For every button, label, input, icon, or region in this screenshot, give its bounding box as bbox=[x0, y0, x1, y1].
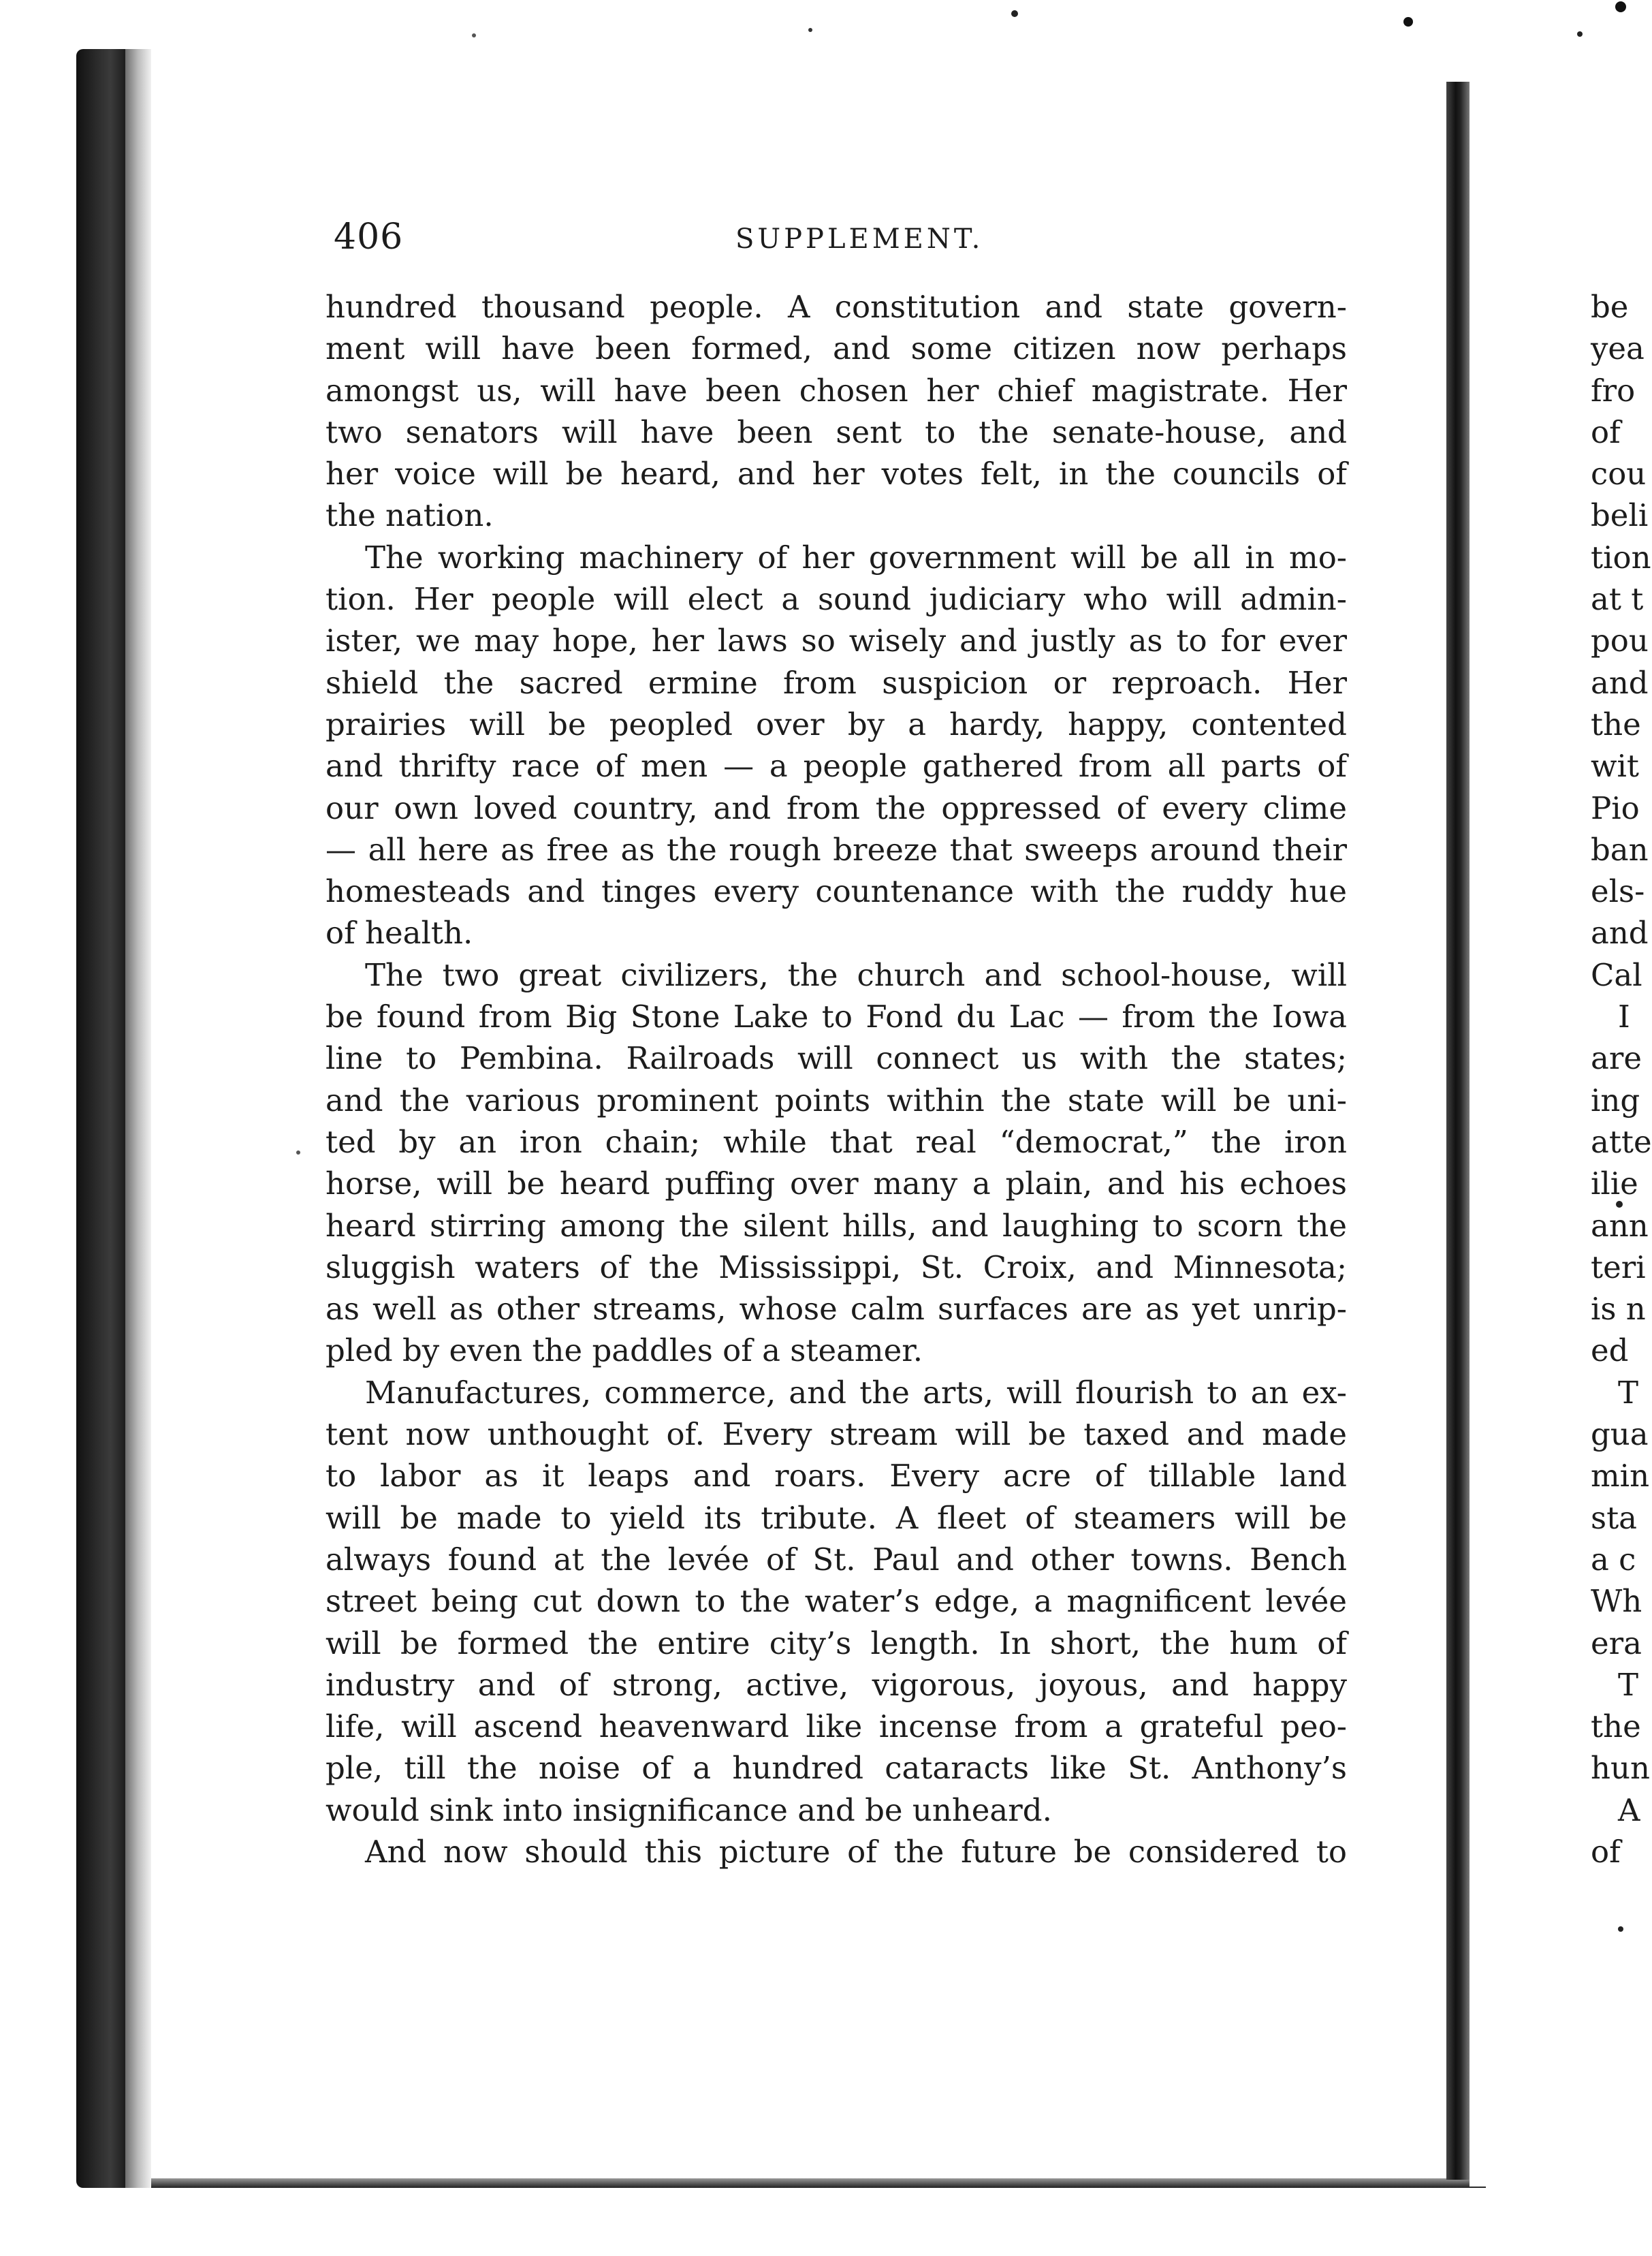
text-line: be found from Big Stone Lake to Fond du Lac — from the Iowa bbox=[325, 999, 1347, 1035]
facing-page-line: ban bbox=[1591, 831, 1649, 868]
text-line: hundred thousand people. A constitution and state govern- bbox=[325, 289, 1347, 325]
text-line: tent now unthought of. Every stream will be taxed and made bbox=[325, 1416, 1347, 1453]
text-line: sluggish waters of the Mississippi, St. Croix, and Minnesota; bbox=[325, 1249, 1347, 1285]
text-line: and thrifty race of men — a people gathered from all parts of bbox=[325, 748, 1347, 785]
text-line: pled by even the paddles of a steamer. bbox=[325, 1332, 923, 1369]
facing-page-line: A bbox=[1618, 1791, 1640, 1828]
facing-page-line: ed bbox=[1591, 1332, 1629, 1369]
facing-page-line: T bbox=[1618, 1374, 1639, 1411]
text-line: The working machinery of her government will be all in mo- bbox=[365, 539, 1347, 576]
facing-page-line: sta bbox=[1591, 1499, 1638, 1536]
text-line: ment will have been formed, and some citizen now perhaps bbox=[325, 330, 1347, 367]
text-line: shield the sacred ermine from suspicion or reproach. Her bbox=[325, 664, 1347, 701]
text-line: And now should this picture of the future be considered to bbox=[365, 1833, 1347, 1870]
facing-page-line: yea bbox=[1591, 330, 1645, 367]
text-line: of health. bbox=[325, 915, 473, 952]
text-line: line to Pembina. Railroads will connect us with the states; bbox=[325, 1040, 1347, 1077]
text-line: ple, till the noise of a hundred cataracts like St. Anthony’s bbox=[325, 1750, 1347, 1787]
facing-page-line: be bbox=[1591, 289, 1629, 325]
facing-page-line: ann bbox=[1591, 1207, 1649, 1244]
facing-page-line: cou bbox=[1591, 456, 1647, 492]
facing-page-line: of bbox=[1591, 1833, 1621, 1870]
facing-page-line: els- bbox=[1591, 873, 1645, 910]
facing-page-line: pou bbox=[1591, 623, 1649, 659]
text-line: our own loved country, and from the oppressed of every clime bbox=[325, 789, 1347, 826]
facing-page-line: hun bbox=[1591, 1750, 1650, 1787]
text-line: life, will ascend heavenward like incense from a grateful peo- bbox=[325, 1708, 1347, 1745]
facing-page-line: Pio bbox=[1591, 789, 1640, 826]
text-line: industry and of strong, active, vigorous, joyous, and happy bbox=[325, 1666, 1347, 1703]
facing-page-line: I bbox=[1618, 999, 1630, 1035]
facing-page-line: at t bbox=[1591, 581, 1644, 618]
facing-page-line: the bbox=[1591, 706, 1641, 742]
text-line: heard stirring among the silent hills, and laughing to scorn the bbox=[325, 1207, 1347, 1244]
facing-page-line: and bbox=[1591, 664, 1649, 701]
facing-page-line: wit bbox=[1591, 748, 1639, 785]
facing-page-line: ilie bbox=[1591, 1165, 1638, 1202]
facing-page-line: the bbox=[1591, 1708, 1641, 1745]
facing-page-line: ing bbox=[1591, 1082, 1640, 1118]
text-line: the nation. bbox=[325, 497, 494, 534]
facing-page-line: of bbox=[1591, 413, 1621, 450]
facing-page-line: teri bbox=[1591, 1249, 1646, 1285]
facing-page-line: beli bbox=[1591, 497, 1649, 534]
text-line: as well as other streams, whose calm surfaces are as yet unrip- bbox=[325, 1291, 1347, 1328]
facing-page-line: are bbox=[1591, 1040, 1642, 1077]
text-line: always found at the levée of St. Paul and other towns. Bench bbox=[325, 1541, 1347, 1578]
text-line: prairies will be peopled over by a hardy, happy, contented bbox=[325, 706, 1347, 742]
running-head bbox=[334, 217, 1348, 271]
facing-page-line: atte bbox=[1591, 1123, 1652, 1160]
body-text bbox=[325, 286, 1347, 1873]
text-line: ted by an iron chain; while that real “democrat,” the iron bbox=[325, 1123, 1347, 1160]
text-line: The two great civilizers, the church and school-house, will bbox=[365, 956, 1347, 993]
text-line: ister, we may hope, her laws so wisely and justly as to for ever bbox=[325, 623, 1347, 659]
facing-page-line: and bbox=[1591, 915, 1649, 952]
facing-page-line: Wh bbox=[1591, 1583, 1642, 1620]
text-line: — all here as free as the rough breeze that sweeps around their bbox=[325, 831, 1347, 868]
text-line: will be made to yield its tribute. A fleet of steamers will be bbox=[325, 1499, 1347, 1536]
running-title: SUPPLEMENT. bbox=[735, 223, 984, 255]
text-line: horse, will be heard puffing over many a plain, and his echoes bbox=[325, 1165, 1347, 1202]
facing-page-line: min bbox=[1591, 1458, 1650, 1494]
facing-page-line: tion bbox=[1591, 539, 1651, 576]
text-line: would sink into insignificance and be unheard. bbox=[325, 1791, 1052, 1828]
facing-page-line: Cal bbox=[1591, 956, 1642, 993]
text-line: will be formed the entire city’s length. In short, the hum of bbox=[325, 1625, 1347, 1661]
page-number: 406 bbox=[334, 217, 404, 257]
text-line: to labor as it leaps and roars. Every acre of tillable land bbox=[325, 1458, 1347, 1494]
facing-page-text bbox=[1591, 286, 1652, 1873]
text-line: homesteads and tinges every countenance with the ruddy hue bbox=[325, 873, 1347, 910]
facing-page-line: T bbox=[1618, 1666, 1639, 1703]
facing-page-line: is n bbox=[1591, 1291, 1646, 1328]
text-line: amongst us, will have been chosen her chief magistrate. Her bbox=[325, 372, 1347, 409]
text-line: two senators will have been sent to the senate-house, and bbox=[325, 413, 1347, 450]
text-line: her voice will be heard, and her votes felt, in the councils of bbox=[325, 456, 1347, 492]
facing-page-line: era bbox=[1591, 1625, 1642, 1661]
text-line: street being cut down to the water’s edge, a magnificent levée bbox=[325, 1583, 1347, 1620]
text-line: Manufactures, commerce, and the arts, will flourish to an ex- bbox=[365, 1374, 1347, 1411]
facing-page-line: fro bbox=[1591, 372, 1636, 409]
facing-page-line: a c bbox=[1591, 1541, 1636, 1578]
facing-page-line: gua bbox=[1591, 1416, 1649, 1453]
text-line: and the various prominent points within the state will be uni- bbox=[325, 1082, 1347, 1118]
text-line: tion. Her people will elect a sound judiciary who will admin- bbox=[325, 581, 1347, 618]
